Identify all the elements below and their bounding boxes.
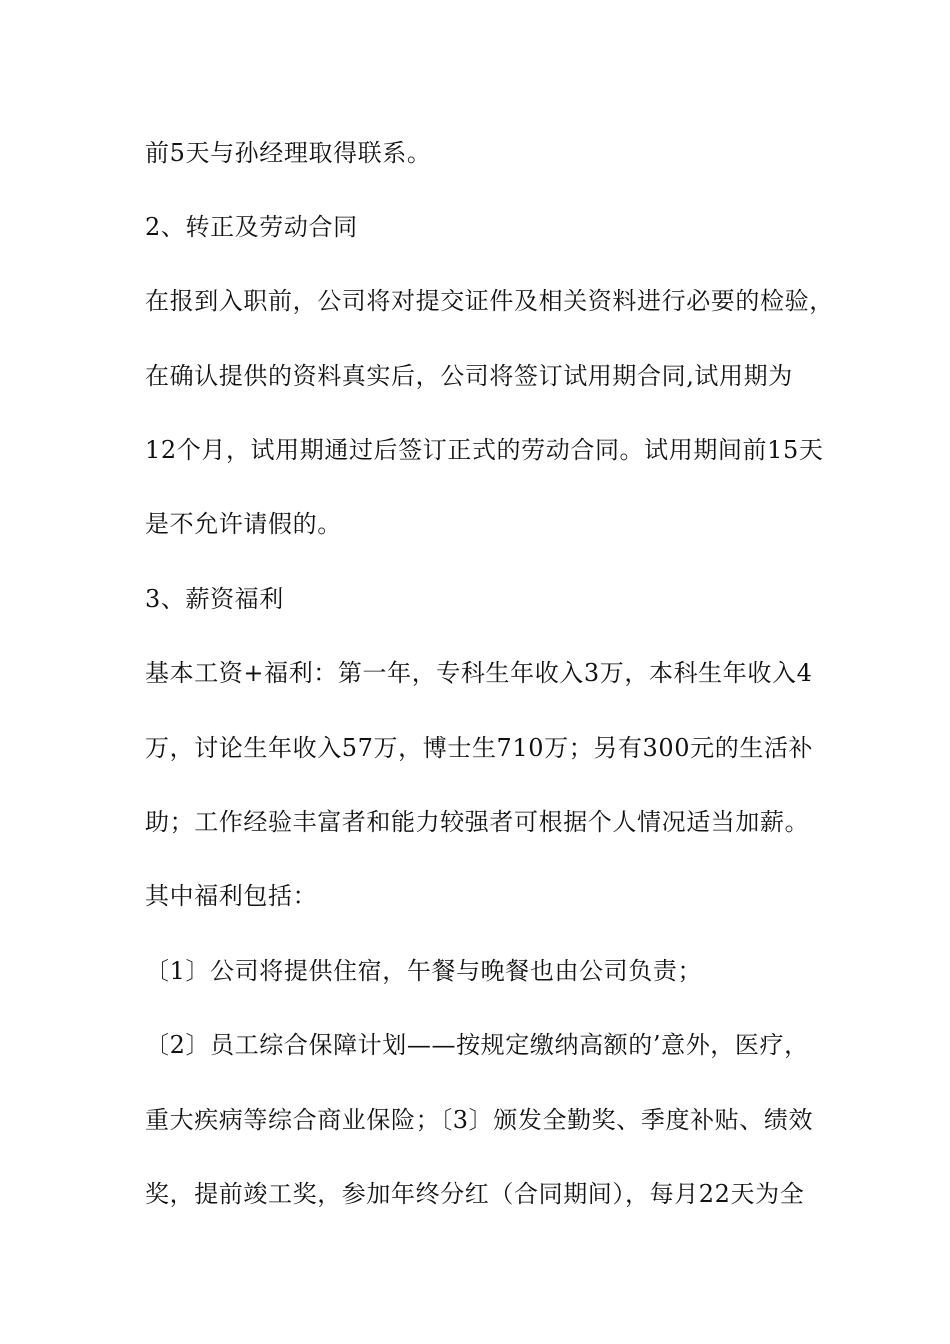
paragraph-line: 重大疾病等综合商业保险；〔3〕颁发全勤奖、季度补贴、绩效 (145, 1106, 814, 1134)
paragraph-line: 奖，提前竣工奖，参加年终分红（合同期间），每月22天为全 (145, 1180, 805, 1208)
list-item: 〔2〕员工综合保障计划——按规定缴纳高额的’意外，医疗， (145, 1031, 809, 1059)
paragraph-line: 其中福利包括： (145, 882, 318, 910)
list-item: 〔1〕公司将提供住宿，午餐与晚餐也由公司负责； (145, 957, 703, 985)
paragraph-line: 在报到入职前，公司将对提交证件及相关资料进行必要的检验， (145, 287, 834, 315)
paragraph-line: 在确认提供的资料真实后，公司将签订试用期合同,试用期为 (145, 362, 793, 390)
paragraph-line: 助；工作经验丰富者和能力较强者可根据个人情况适当加薪。 (145, 808, 810, 836)
section-heading: 2、转正及劳动合同 (145, 213, 358, 241)
paragraph-line: 万，讨论生年收入57万，博士生710万；另有300元的生活补 (145, 734, 814, 762)
section-heading: 3、薪资福利 (145, 585, 284, 613)
paragraph-line: 12个月，试用期通过后签订正式的劳动合同。试用期间前15天 (145, 436, 824, 464)
paragraph-line: 前5天与孙经理取得联系。 (145, 139, 432, 167)
paragraph-line: 是不允许请假的。 (145, 510, 342, 538)
paragraph-line: 基本工资+福利：第一年，专科生年收入3万，本科生年收入4 (145, 659, 813, 687)
